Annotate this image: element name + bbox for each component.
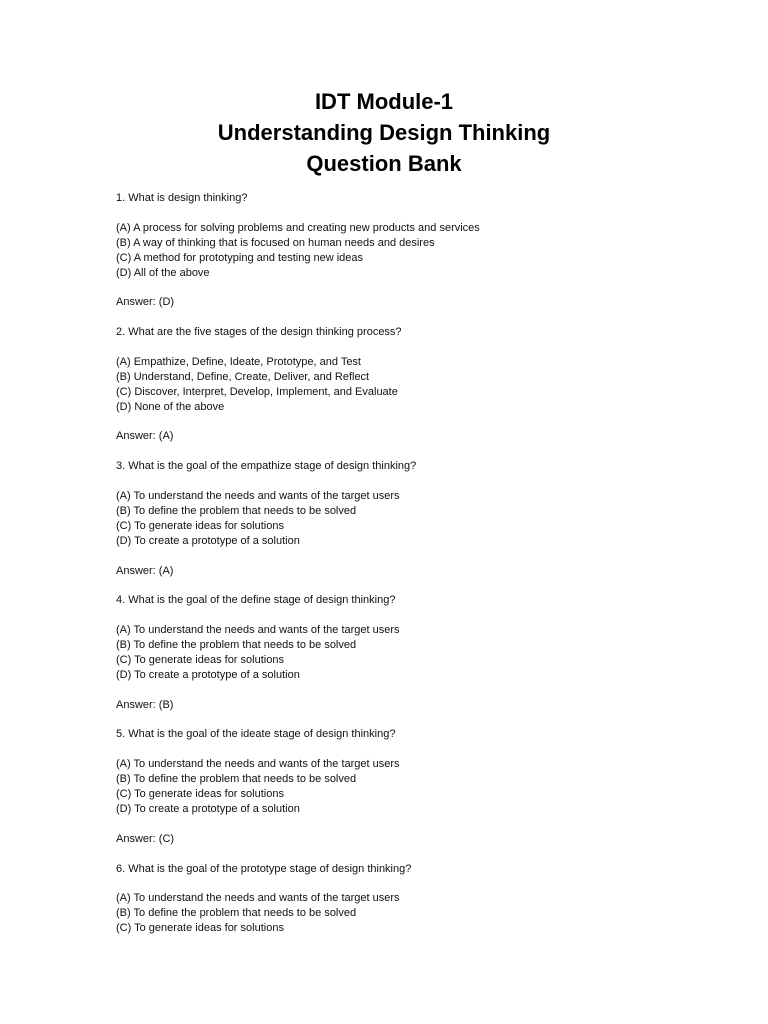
- question-text: 6. What is the goal of the prototype stage of design thinking?: [116, 862, 412, 875]
- answer-text: Answer: (B): [116, 698, 174, 711]
- option-a: (A) To understand the needs and wants of the target users: [116, 758, 400, 771]
- option-c: (C) Discover, Interpret, Develop, Implement, and Evaluate: [116, 385, 398, 398]
- question-block: [116, 325, 716, 444]
- option-a: (A) To understand the needs and wants of the target users: [116, 624, 400, 637]
- answer-text: Answer: (A): [116, 564, 174, 577]
- option-d: (D) To create a prototype of a solution: [116, 802, 300, 815]
- option-b: (B) To define the problem that needs to be solved: [116, 773, 357, 786]
- option-d: (D) To create a prototype of a solution: [116, 668, 300, 681]
- answer-text: Answer: (A): [116, 430, 174, 443]
- option-a: (A) To understand the needs and wants of the target users: [116, 892, 400, 905]
- question-text: 1. What is design thinking?: [116, 192, 248, 204]
- option-d: (D) To create a prototype of a solution: [116, 534, 300, 547]
- question-block: [116, 459, 716, 578]
- question-block: [116, 191, 716, 310]
- question-text: 3. What is the goal of the empathize stage of design thinking?: [116, 460, 417, 473]
- title-line-2: Understanding Design Thinking: [217, 120, 551, 145]
- option-c: (C) A method for prototyping and testing new ideas: [116, 251, 364, 264]
- option-d: (D) None of the above: [116, 400, 225, 413]
- question-block: [116, 862, 716, 937]
- option-b: (B) Understand, Define, Create, Deliver, and Reflect: [116, 370, 370, 383]
- option-b: (B) To define the problem that needs to be solved: [116, 639, 357, 652]
- title-line-3: Question Bank: [306, 151, 462, 176]
- option-c: (C) To generate ideas for solutions: [116, 788, 284, 801]
- answer-text: Answer: (C): [116, 832, 175, 845]
- question-list: [116, 191, 716, 951]
- option-a: (A) A process for solving problems and creating new products and services: [116, 221, 480, 234]
- option-a: (A) To understand the needs and wants of the target users: [116, 490, 400, 503]
- document-title: [0, 86, 768, 179]
- option-c: (C) To generate ideas for solutions: [116, 653, 284, 666]
- question-block: [116, 593, 716, 712]
- option-c: (C) To generate ideas for solutions: [116, 519, 284, 532]
- title-line-1: IDT Module-1: [314, 89, 454, 114]
- question-text: 5. What is the goal of the ideate stage of design thinking?: [116, 728, 396, 741]
- question-text: 2. What are the five stages of the design thinking process?: [116, 326, 402, 339]
- answer-text: Answer: (D): [116, 296, 175, 309]
- option-b: (B) To define the problem that needs to be solved: [116, 907, 357, 920]
- option-b: (B) To define the problem that needs to be solved: [116, 504, 357, 517]
- option-a: (A) Empathize, Define, Ideate, Prototype, and Test: [116, 355, 361, 368]
- option-d: (D) All of the above: [116, 266, 210, 279]
- option-c: (C) To generate ideas for solutions: [116, 922, 284, 935]
- question-text: 4. What is the goal of the define stage of design thinking?: [116, 594, 396, 607]
- question-block: [116, 727, 716, 846]
- option-b: (B) A way of thinking that is focused on human needs and desires: [116, 236, 435, 249]
